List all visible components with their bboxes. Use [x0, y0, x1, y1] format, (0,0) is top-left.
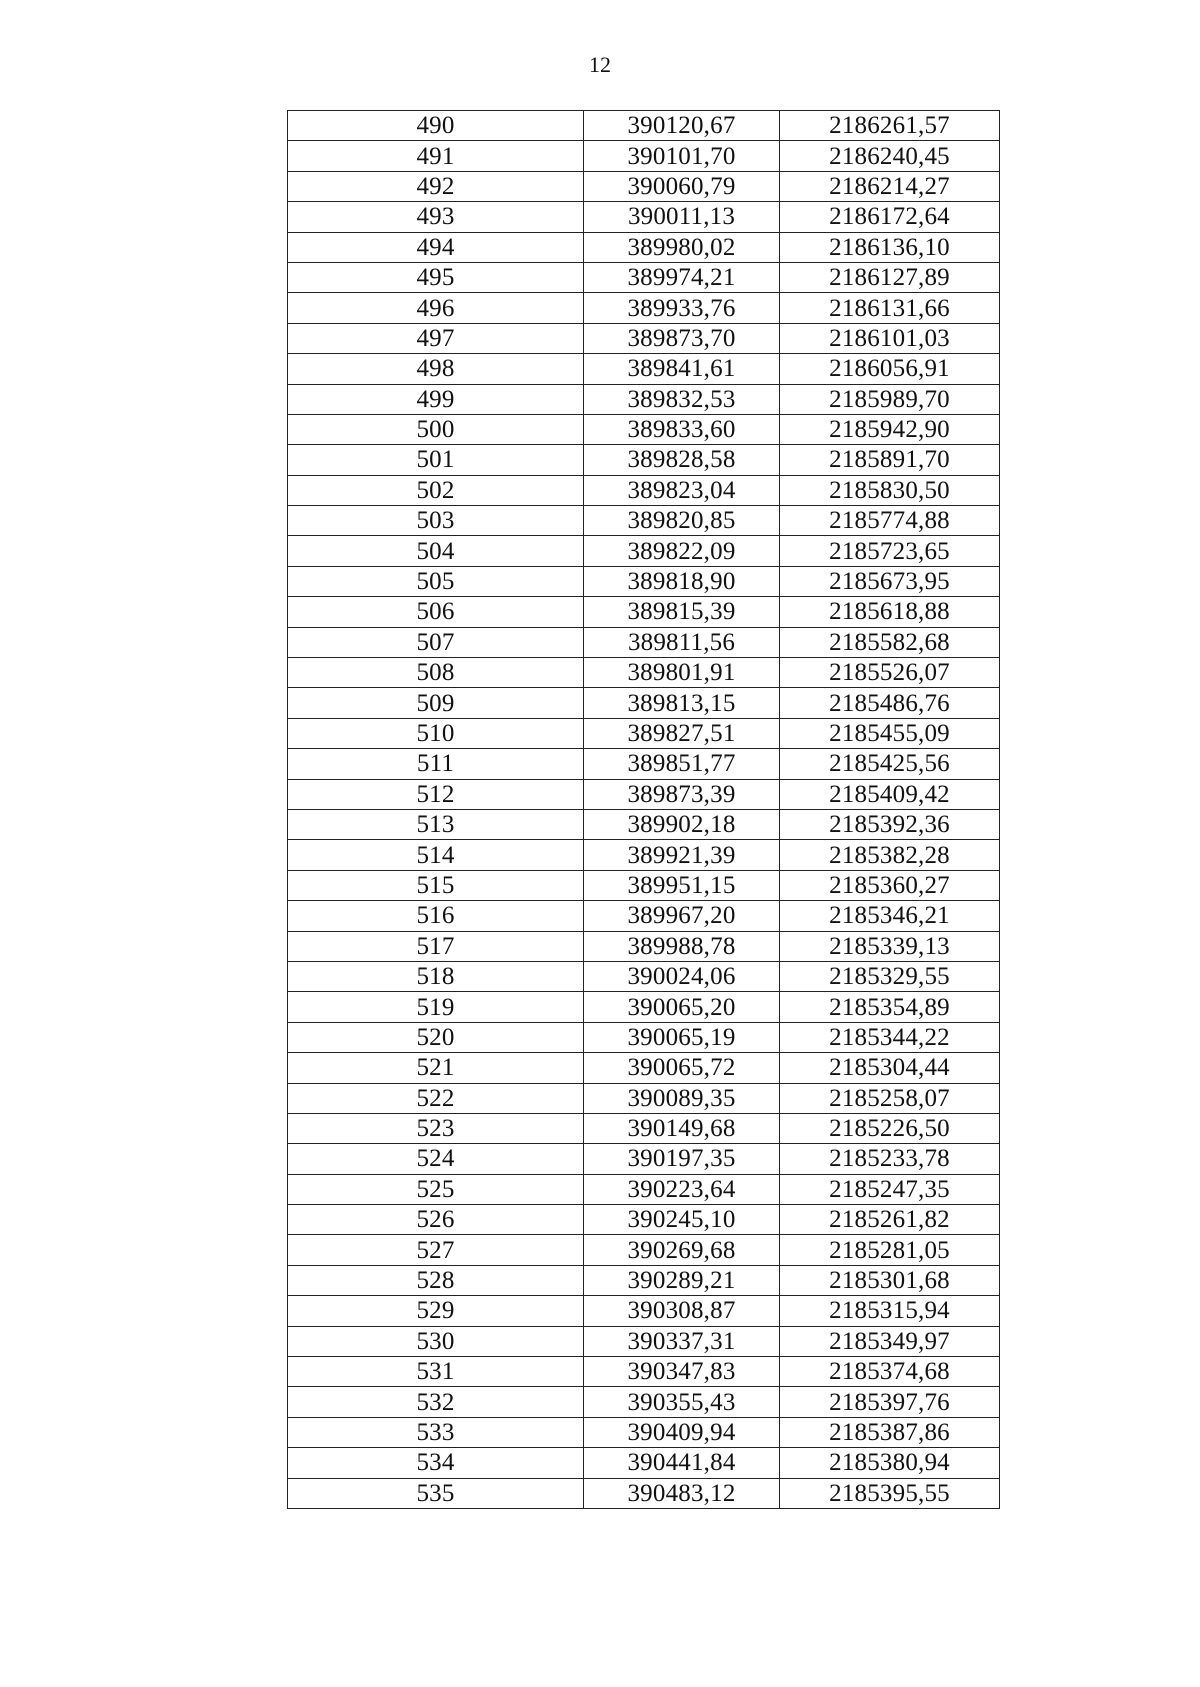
point-number-cell: 495: [288, 262, 584, 292]
x-coordinate-cell: 390337,31: [584, 1326, 780, 1356]
x-coordinate-cell: 390245,10: [584, 1205, 780, 1235]
x-coordinate-cell: 390269,68: [584, 1235, 780, 1265]
table-row: [288, 901, 1000, 931]
x-coordinate-cell: 389873,70: [584, 323, 780, 353]
x-coordinate-cell: 389902,18: [584, 809, 780, 839]
point-number-cell: 500: [288, 414, 584, 444]
table-row: [288, 870, 1000, 900]
table-row: [288, 384, 1000, 414]
table-row: [288, 992, 1000, 1022]
point-number-cell: 499: [288, 384, 584, 414]
page-number: 12: [589, 52, 611, 77]
y-coordinate-cell: 2186101,03: [780, 323, 1000, 353]
point-number-cell: 525: [288, 1174, 584, 1204]
point-number-cell: 496: [288, 293, 584, 323]
x-coordinate-cell: 390011,13: [584, 202, 780, 232]
x-coordinate-cell: 390347,83: [584, 1357, 780, 1387]
point-number-cell: 512: [288, 779, 584, 809]
point-number-cell: 517: [288, 931, 584, 961]
x-coordinate-cell: 389851,77: [584, 749, 780, 779]
x-coordinate-cell: 390223,64: [584, 1174, 780, 1204]
y-coordinate-cell: 2185989,70: [780, 384, 1000, 414]
y-coordinate-cell: 2185226,50: [780, 1113, 1000, 1143]
table-row: [288, 445, 1000, 475]
y-coordinate-cell: 2186261,57: [780, 111, 1000, 141]
x-coordinate-cell: 389841,61: [584, 354, 780, 384]
table-row: [288, 749, 1000, 779]
table-row: [288, 566, 1000, 596]
y-coordinate-cell: 2186240,45: [780, 141, 1000, 171]
point-number-cell: 513: [288, 809, 584, 839]
x-coordinate-cell: 390441,84: [584, 1448, 780, 1478]
y-coordinate-cell: 2185247,35: [780, 1174, 1000, 1204]
table-row: [288, 718, 1000, 748]
x-coordinate-cell: 390355,43: [584, 1387, 780, 1417]
table-row: [288, 597, 1000, 627]
table-row: [288, 262, 1000, 292]
point-number-cell: 526: [288, 1205, 584, 1235]
y-coordinate-cell: 2185360,27: [780, 870, 1000, 900]
x-coordinate-cell: 390120,67: [584, 111, 780, 141]
point-number-cell: 520: [288, 1022, 584, 1052]
y-coordinate-cell: 2185329,55: [780, 961, 1000, 991]
point-number-cell: 494: [288, 232, 584, 262]
y-coordinate-cell: 2185261,82: [780, 1205, 1000, 1235]
point-number-cell: 493: [288, 202, 584, 232]
y-coordinate-cell: 2185301,68: [780, 1265, 1000, 1295]
y-coordinate-cell: 2186131,66: [780, 293, 1000, 323]
table-row: [288, 323, 1000, 353]
table-row: [288, 931, 1000, 961]
y-coordinate-cell: 2185582,68: [780, 627, 1000, 657]
x-coordinate-cell: 389811,56: [584, 627, 780, 657]
x-coordinate-cell: 389801,91: [584, 658, 780, 688]
y-coordinate-cell: 2185397,76: [780, 1387, 1000, 1417]
y-coordinate-cell: 2185774,88: [780, 506, 1000, 536]
y-coordinate-cell: 2185233,78: [780, 1144, 1000, 1174]
point-number-cell: 507: [288, 627, 584, 657]
table-row: [288, 111, 1000, 141]
point-number-cell: 516: [288, 901, 584, 931]
point-number-cell: 502: [288, 475, 584, 505]
table-row: [288, 840, 1000, 870]
y-coordinate-cell: 2185380,94: [780, 1448, 1000, 1478]
point-number-cell: 490: [288, 111, 584, 141]
point-number-cell: 506: [288, 597, 584, 627]
table-row: [288, 536, 1000, 566]
x-coordinate-cell: 389921,39: [584, 840, 780, 870]
table-row: [288, 1448, 1000, 1478]
table-row: [288, 1296, 1000, 1326]
y-coordinate-cell: 2185425,56: [780, 749, 1000, 779]
table-row: [288, 141, 1000, 171]
table-row: [288, 1053, 1000, 1083]
table-row: [288, 202, 1000, 232]
x-coordinate-cell: 389813,15: [584, 688, 780, 718]
table-row: [288, 475, 1000, 505]
point-number-cell: 514: [288, 840, 584, 870]
table-row: [288, 627, 1000, 657]
table-row: [288, 688, 1000, 718]
y-coordinate-cell: 2185486,76: [780, 688, 1000, 718]
table-row: [288, 1326, 1000, 1356]
x-coordinate-cell: 389828,58: [584, 445, 780, 475]
point-number-cell: 497: [288, 323, 584, 353]
table-row: [288, 658, 1000, 688]
point-number-cell: 498: [288, 354, 584, 384]
point-number-cell: 518: [288, 961, 584, 991]
point-number-cell: 529: [288, 1296, 584, 1326]
y-coordinate-cell: 2185387,86: [780, 1417, 1000, 1447]
x-coordinate-cell: 390065,20: [584, 992, 780, 1022]
point-number-cell: 533: [288, 1417, 584, 1447]
point-number-cell: 492: [288, 171, 584, 201]
x-coordinate-cell: 389873,39: [584, 779, 780, 809]
y-coordinate-cell: 2185891,70: [780, 445, 1000, 475]
point-number-cell: 501: [288, 445, 584, 475]
table-row: [288, 1083, 1000, 1113]
y-coordinate-cell: 2185618,88: [780, 597, 1000, 627]
x-coordinate-cell: 389933,76: [584, 293, 780, 323]
x-coordinate-cell: 390024,06: [584, 961, 780, 991]
table-row: [288, 1387, 1000, 1417]
point-number-cell: 503: [288, 506, 584, 536]
x-coordinate-cell: 389820,85: [584, 506, 780, 536]
y-coordinate-cell: 2185455,09: [780, 718, 1000, 748]
point-number-cell: 523: [288, 1113, 584, 1143]
point-number-cell: 505: [288, 566, 584, 596]
y-coordinate-cell: 2185382,28: [780, 840, 1000, 870]
x-coordinate-cell: 389988,78: [584, 931, 780, 961]
x-coordinate-cell: 390197,35: [584, 1144, 780, 1174]
y-coordinate-cell: 2185673,95: [780, 566, 1000, 596]
point-number-cell: 534: [288, 1448, 584, 1478]
point-number-cell: 519: [288, 992, 584, 1022]
point-number-cell: 504: [288, 536, 584, 566]
table-row: [288, 1357, 1000, 1387]
y-coordinate-cell: 2186172,64: [780, 202, 1000, 232]
x-coordinate-cell: 390308,87: [584, 1296, 780, 1326]
y-coordinate-cell: 2185349,97: [780, 1326, 1000, 1356]
y-coordinate-cell: 2186136,10: [780, 232, 1000, 262]
point-number-cell: 527: [288, 1235, 584, 1265]
table-row: [288, 1265, 1000, 1295]
x-coordinate-cell: 389951,15: [584, 870, 780, 900]
table-row: [288, 171, 1000, 201]
y-coordinate-cell: 2185942,90: [780, 414, 1000, 444]
x-coordinate-cell: 389823,04: [584, 475, 780, 505]
y-coordinate-cell: 2185344,22: [780, 1022, 1000, 1052]
y-coordinate-cell: 2185374,68: [780, 1357, 1000, 1387]
point-number-cell: 508: [288, 658, 584, 688]
point-number-cell: 515: [288, 870, 584, 900]
y-coordinate-cell: 2185258,07: [780, 1083, 1000, 1113]
y-coordinate-cell: 2185526,07: [780, 658, 1000, 688]
x-coordinate-cell: 390089,35: [584, 1083, 780, 1113]
table-row: [288, 232, 1000, 262]
y-coordinate-cell: 2185346,21: [780, 901, 1000, 931]
coordinates-table-body: [288, 111, 1000, 1509]
x-coordinate-cell: 390065,19: [584, 1022, 780, 1052]
table-row: [288, 1113, 1000, 1143]
x-coordinate-cell: 389818,90: [584, 566, 780, 596]
table-row: [288, 354, 1000, 384]
table-row: [288, 1144, 1000, 1174]
y-coordinate-cell: 2185281,05: [780, 1235, 1000, 1265]
y-coordinate-cell: 2185315,94: [780, 1296, 1000, 1326]
table-row: [288, 1235, 1000, 1265]
point-number-cell: 531: [288, 1357, 584, 1387]
y-coordinate-cell: 2185409,42: [780, 779, 1000, 809]
point-number-cell: 491: [288, 141, 584, 171]
table-row: [288, 1205, 1000, 1235]
y-coordinate-cell: 2185354,89: [780, 992, 1000, 1022]
table-row: [288, 961, 1000, 991]
x-coordinate-cell: 390149,68: [584, 1113, 780, 1143]
x-coordinate-cell: 390289,21: [584, 1265, 780, 1295]
x-coordinate-cell: 389833,60: [584, 414, 780, 444]
coordinates-table: [287, 110, 1000, 1509]
y-coordinate-cell: 2185304,44: [780, 1053, 1000, 1083]
table-row: [288, 809, 1000, 839]
y-coordinate-cell: 2186214,27: [780, 171, 1000, 201]
table-row: [288, 414, 1000, 444]
x-coordinate-cell: 389980,02: [584, 232, 780, 262]
y-coordinate-cell: 2185830,50: [780, 475, 1000, 505]
y-coordinate-cell: 2186127,89: [780, 262, 1000, 292]
x-coordinate-cell: 389822,09: [584, 536, 780, 566]
table-row: [288, 1174, 1000, 1204]
point-number-cell: 511: [288, 749, 584, 779]
point-number-cell: 532: [288, 1387, 584, 1417]
y-coordinate-cell: 2185723,65: [780, 536, 1000, 566]
point-number-cell: 530: [288, 1326, 584, 1356]
table-row: [288, 293, 1000, 323]
x-coordinate-cell: 389974,21: [584, 262, 780, 292]
table-row: [288, 779, 1000, 809]
y-coordinate-cell: 2185392,36: [780, 809, 1000, 839]
point-number-cell: 510: [288, 718, 584, 748]
x-coordinate-cell: 389967,20: [584, 901, 780, 931]
y-coordinate-cell: 2185339,13: [780, 931, 1000, 961]
x-coordinate-cell: 389832,53: [584, 384, 780, 414]
table-row: [288, 1022, 1000, 1052]
x-coordinate-cell: 390409,94: [584, 1417, 780, 1447]
point-number-cell: 521: [288, 1053, 584, 1083]
table-row: [288, 506, 1000, 536]
x-coordinate-cell: 389827,51: [584, 718, 780, 748]
table-row: [288, 1478, 1000, 1508]
point-number-cell: 528: [288, 1265, 584, 1295]
y-coordinate-cell: 2186056,91: [780, 354, 1000, 384]
point-number-cell: 535: [288, 1478, 584, 1508]
point-number-cell: 509: [288, 688, 584, 718]
y-coordinate-cell: 2185395,55: [780, 1478, 1000, 1508]
point-number-cell: 524: [288, 1144, 584, 1174]
point-number-cell: 522: [288, 1083, 584, 1113]
x-coordinate-cell: 390065,72: [584, 1053, 780, 1083]
x-coordinate-cell: 390101,70: [584, 141, 780, 171]
x-coordinate-cell: 390060,79: [584, 171, 780, 201]
x-coordinate-cell: 390483,12: [584, 1478, 780, 1508]
table-row: [288, 1417, 1000, 1447]
x-coordinate-cell: 389815,39: [584, 597, 780, 627]
